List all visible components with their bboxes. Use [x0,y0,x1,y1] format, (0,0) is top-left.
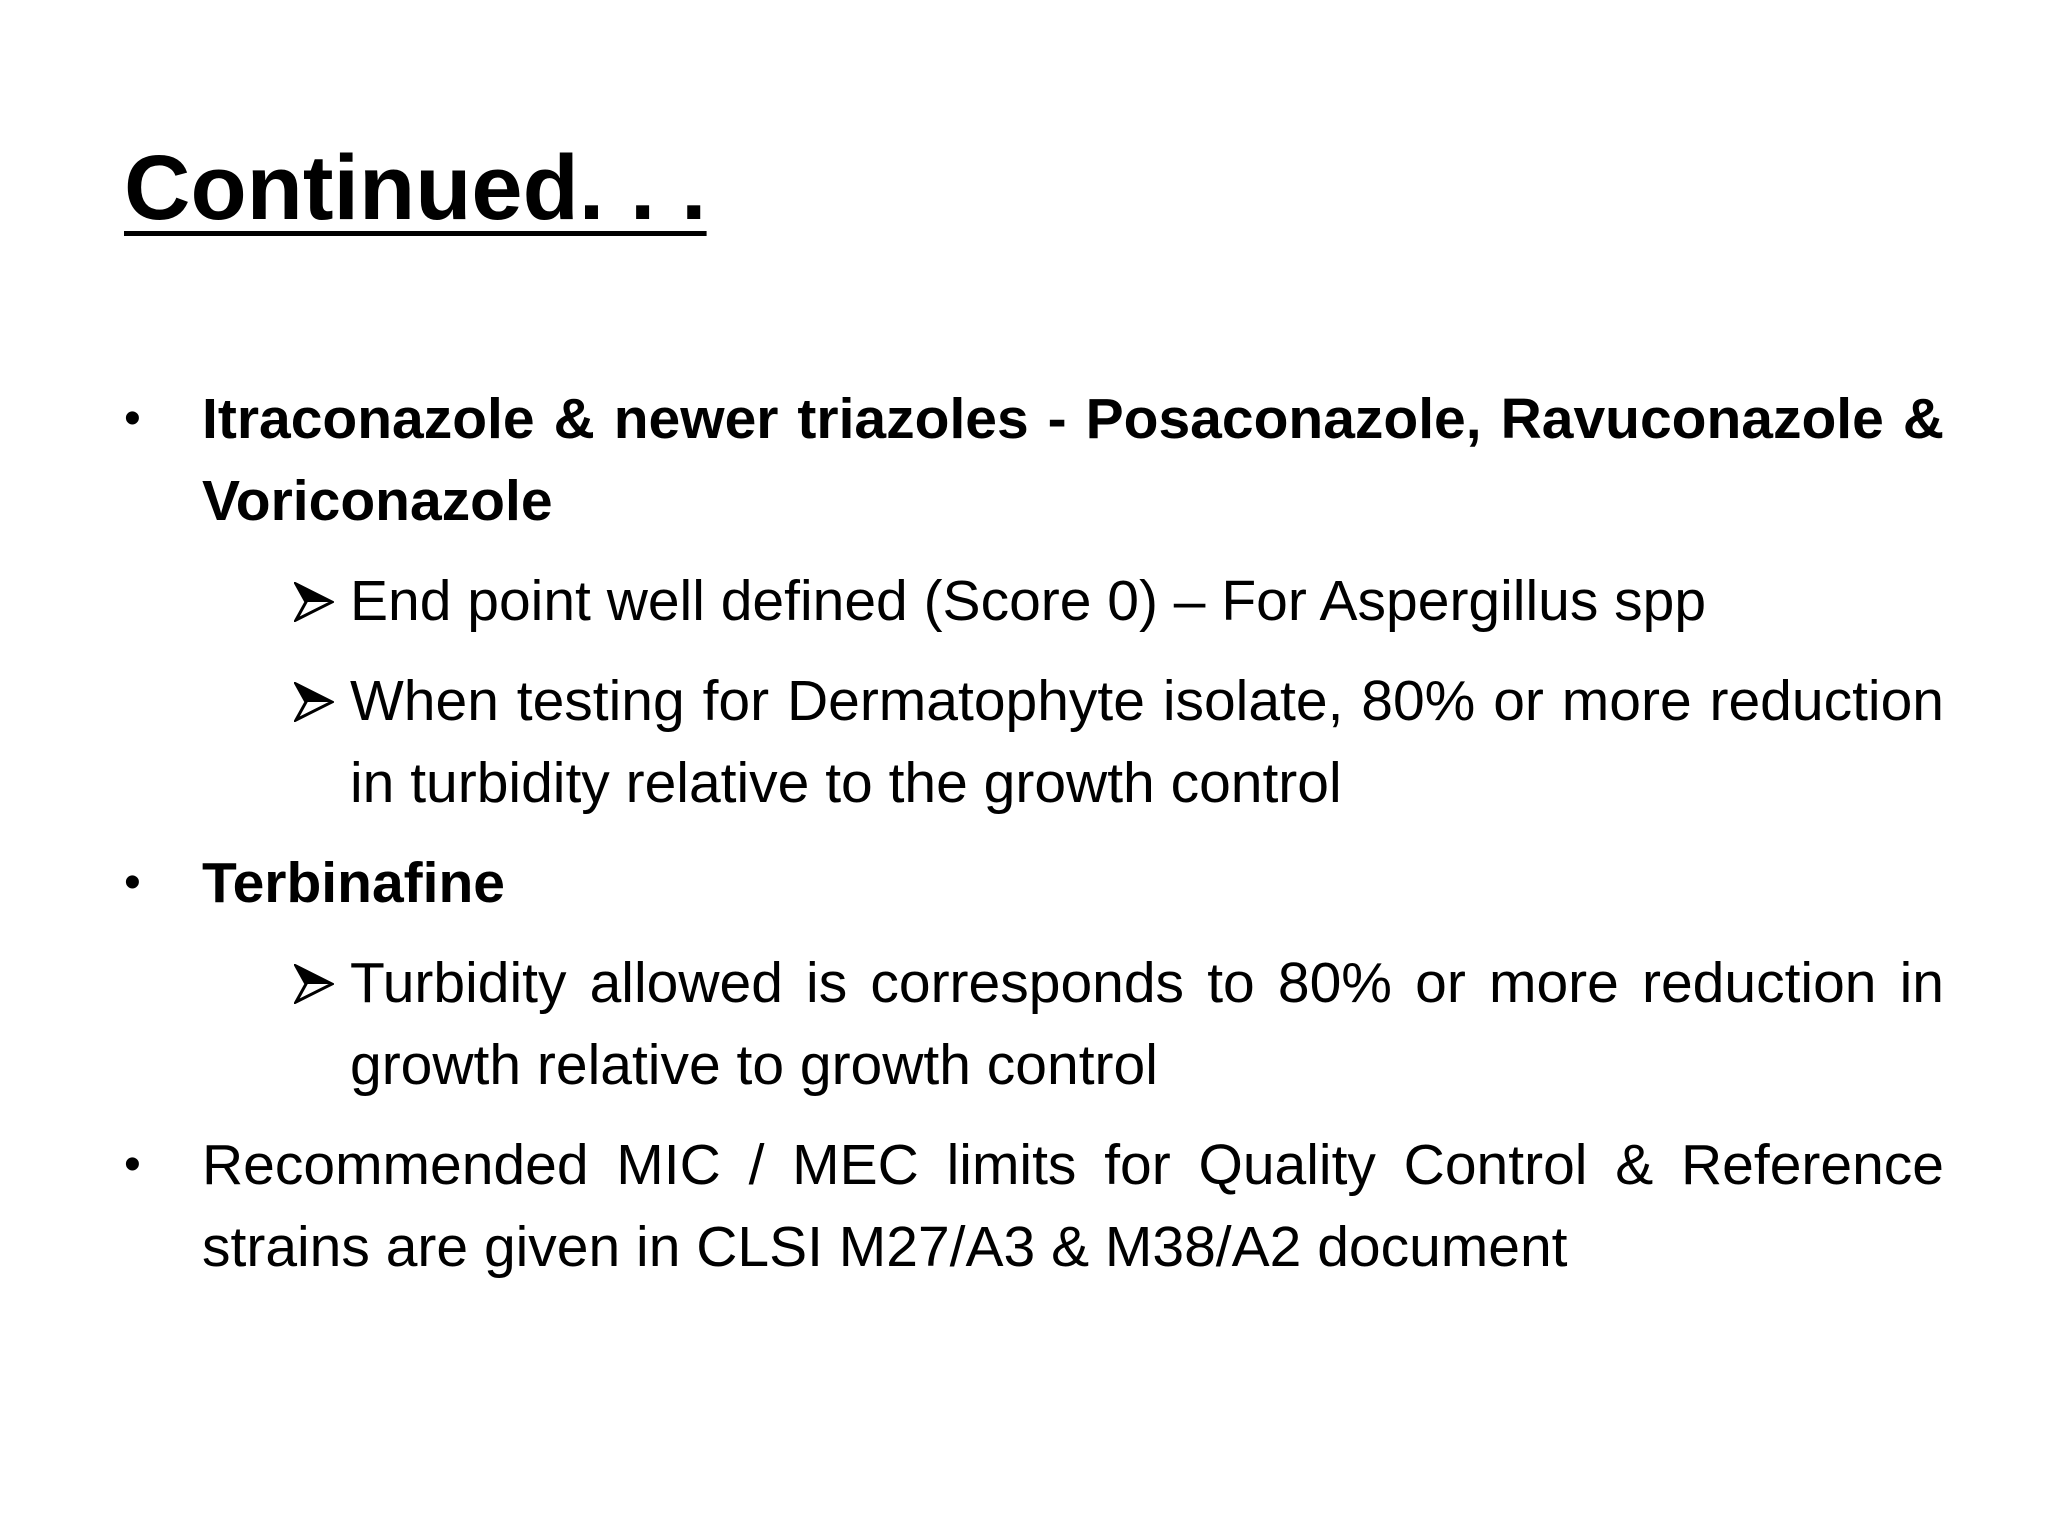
arrow-bullet-icon [290,942,340,1024]
bullet-text: Itraconazole & newer triazoles - Posaconazole, Ravuconazole & Voriconazole [202,387,1944,533]
sub-item-dermatophyte [290,660,1944,824]
sub-item-text: End point well defined (Score 0) – For Aspergillus spp [350,569,1707,633]
bullet-text: Recommended MIC / MEC limits for Quality Control & Reference strains are given in CLSI M27/A3 & M38/A2 document [202,1133,1944,1279]
sub-item-text: Turbidity allowed is corresponds to 80% or more reduction in growth relative to growth control [350,951,1944,1097]
sub-item-turbidity [290,942,1944,1106]
bullet-marker: • [124,392,141,445]
slide-content [124,378,1944,1306]
sub-item-end-point [290,560,1944,642]
bullet-marker: • [124,856,141,909]
bullet-marker: • [124,1138,141,1191]
bullet-item-recommended [124,1124,1944,1288]
bullet-item-terbinafine [124,842,1944,924]
bullet-item-itraconazole [124,378,1944,542]
slide-title: Continued. . . [124,137,707,239]
bullet-text: Terbinafine [202,851,505,915]
sub-item-text: When testing for Dermatophyte isolate, 80% or more reduction in turbidity relative to the growth control [350,669,1944,815]
arrow-bullet-icon [290,660,340,742]
arrow-bullet-icon [290,560,340,642]
